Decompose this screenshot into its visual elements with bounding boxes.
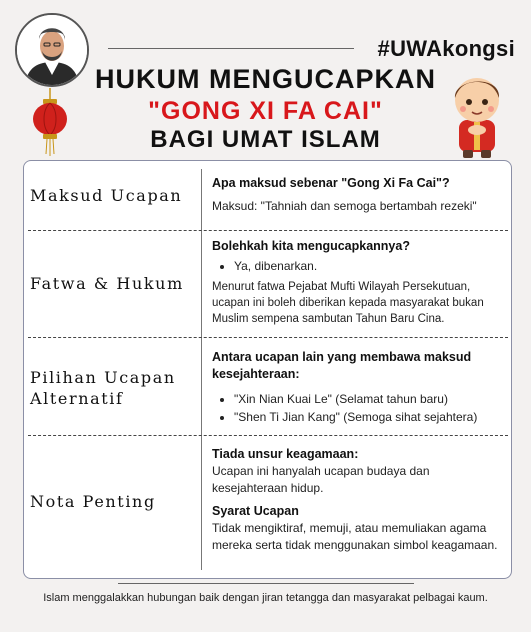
- row-content: [212, 349, 502, 427]
- page-title-line1: HUKUM MENGUCAPKAN: [95, 64, 436, 94]
- row-content: [212, 238, 502, 327]
- row-label: Nota Penting: [30, 492, 156, 511]
- footer-text: Islam menggalakkan hubungan baik dengan jiran tetangga dan masyarakat pelbagai kaum.: [43, 592, 488, 604]
- page-title-line3: BAGI UMAT ISLAM: [150, 126, 381, 153]
- row-question: Apa maksud sebenar "Gong Xi Fa Cai"?: [212, 176, 450, 190]
- row-heading: Tiada unsur keagamaan:: [212, 447, 359, 461]
- list-item: • Ya, dibenarkan.: [234, 258, 502, 275]
- row-nota-penting: [24, 436, 511, 576]
- list-item: • "Xin Nian Kuai Le" (Selamat tahun baru): [234, 391, 502, 408]
- row-label-line: Alternatif: [30, 389, 124, 408]
- row-question: Antara ucapan lain yang membawa maksud kesejahteraan:: [212, 350, 472, 381]
- footer-divider: [118, 583, 414, 584]
- row-content: [212, 175, 502, 215]
- row-pilihan-ucapan: [24, 338, 511, 434]
- row-text: Tidak mengiktiraf, memuji, atau memuliakan agama mereka serta tidak menggunakan simbol keagamaan.: [212, 521, 498, 552]
- row-text: Menurut fatwa Pejabat Mufti Wilayah Persekutuan, ucapan ini boleh diberikan kepada masyarakat bukan Muslim sempena sambutan Tahun Baru Cina.: [212, 281, 484, 325]
- row-text: Maksud: "Tahniah dan semoga bertambah rezeki": [212, 199, 477, 213]
- list-item: • "Shen Ti Jian Kang" (Semoga sihat sejahtera): [234, 409, 502, 426]
- hashtag: #UWAkongsi: [377, 36, 515, 61]
- row-content: [212, 446, 502, 554]
- row-heading: Syarat Ucapan: [212, 504, 299, 518]
- row-label-line: Pilihan Ucapan: [30, 368, 176, 387]
- child-illustration-icon: [441, 68, 513, 165]
- row-fatwa-hukum: [24, 231, 511, 335]
- header-divider: [108, 48, 354, 49]
- row-text: Ucapan ini hanyalah ucapan budaya dan kesejahteraan hidup.: [212, 464, 430, 495]
- row-label: Maksud Ucapan: [30, 186, 183, 205]
- row-question: Bolehkah kita mengucapkannya?: [212, 239, 410, 253]
- info-table: [23, 160, 512, 579]
- row-label: Fatwa & Hukum: [30, 274, 184, 293]
- row-label: [30, 367, 195, 409]
- row-maksud-ucapan: [24, 161, 511, 227]
- page-title-line2: "GONG XI FA CAI": [148, 97, 383, 125]
